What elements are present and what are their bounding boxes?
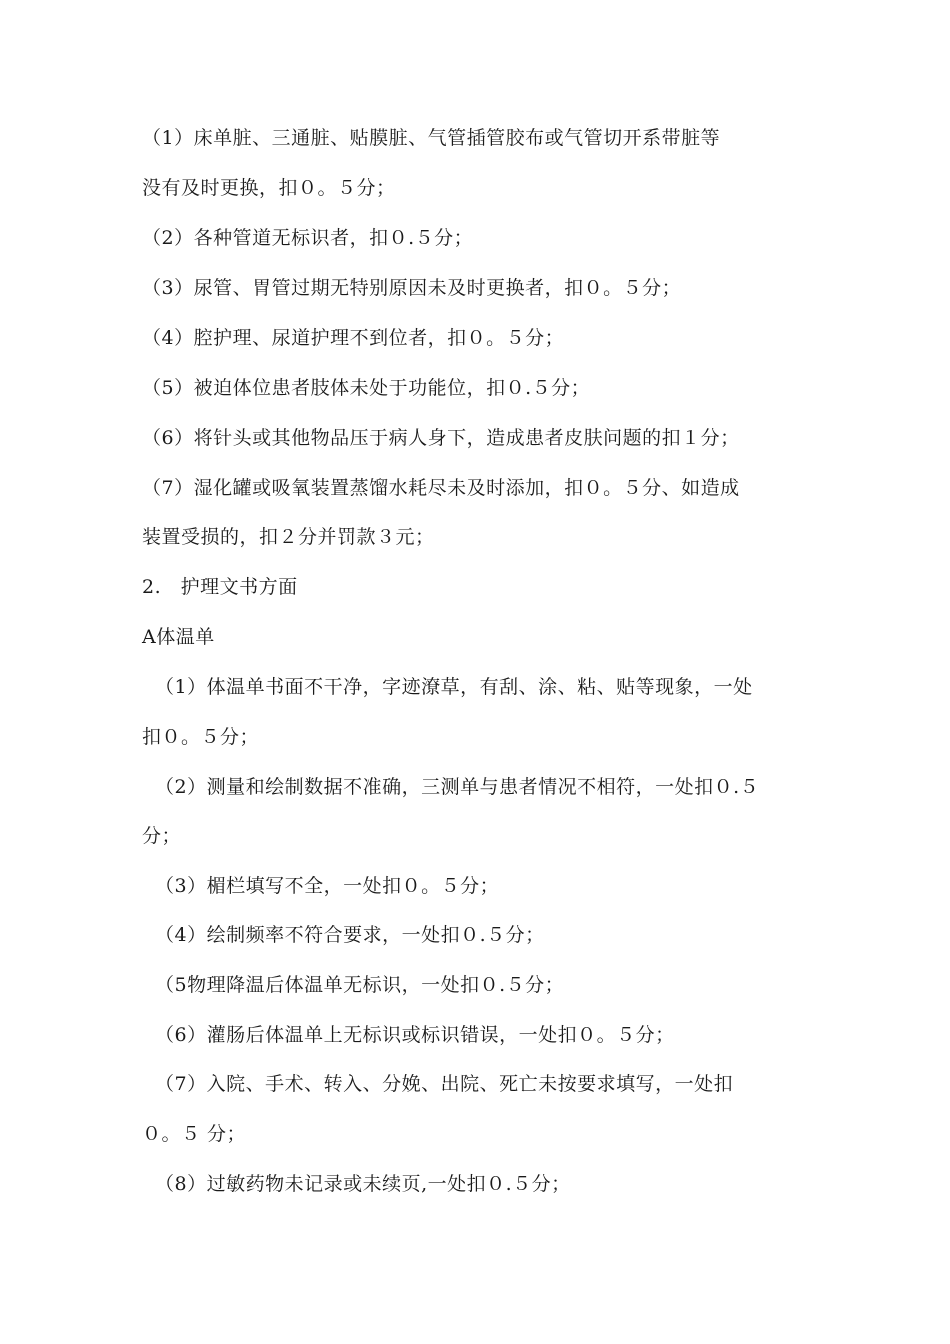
temp-item-6: （6）灌肠后体温单上无标识或标识错误，一处扣０。５分； [155, 1024, 675, 1046]
rule-item-1-line-2: 没有及时更换，扣０。５分； [142, 177, 396, 199]
subsection-heading: A体温单 [142, 626, 215, 648]
rule-item-6: （6）将针头或其他物品压于病人身下，造成患者皮肤问题的扣１分； [142, 427, 740, 449]
rule-item-7-line-2: 装置受损的，扣２分并罚款３元； [142, 526, 435, 548]
temp-item-2-line-2: 分； [142, 825, 182, 847]
temp-item-7-line-1: （7）入院、手术、转入、分娩、出院、死亡未按要求填写，一处扣 [155, 1073, 734, 1095]
temp-item-1-line-2: 扣０。５分； [142, 726, 260, 748]
temp-item-1-line-1: （1）体温单书面不干净，字迹潦草，有刮、涂、粘、贴等现象，一处 [155, 676, 753, 698]
temp-item-5: （5物理降温后体温单无标识，一处扣０.５分； [155, 974, 565, 996]
temp-item-3: （3）楣栏填写不全，一处扣０。５分； [155, 875, 500, 897]
rule-item-2: （2）各种管道无标识者，扣０.５分； [142, 227, 474, 249]
temp-item-2-line-1: （2）测量和绘制数据不准确，三测单与患者情况不相符，一处扣０.５ [155, 776, 760, 798]
rule-item-5: （5）被迫体位患者肢体未处于功能位，扣０.５分； [142, 377, 591, 399]
rule-item-4: （4）腔护理、尿道护理不到位者，扣０。５分； [142, 327, 565, 349]
temp-item-8: （8）过敏药物未记录或未续页,一处扣０.５分； [155, 1173, 571, 1195]
temp-item-4: （4）绘制频率不符合要求，一处扣０.５分； [155, 924, 545, 946]
temp-item-7-line-2: ０。５ 分； [142, 1123, 247, 1145]
rule-item-3: （3）尿管、胃管过期无特别原因未及时更换者，扣０。５分； [142, 277, 682, 299]
rule-item-7-line-1: （7）湿化罐或吸氧装置蒸馏水耗尽未及时添加，扣０。５分、如造成 [142, 477, 740, 499]
rule-item-1-line-1: （1）床单脏、三通脏、贴膜脏、气管插管胶布或气管切开系带脏等 [142, 127, 721, 149]
section-heading: 2. 护理文书方面 [142, 576, 298, 598]
